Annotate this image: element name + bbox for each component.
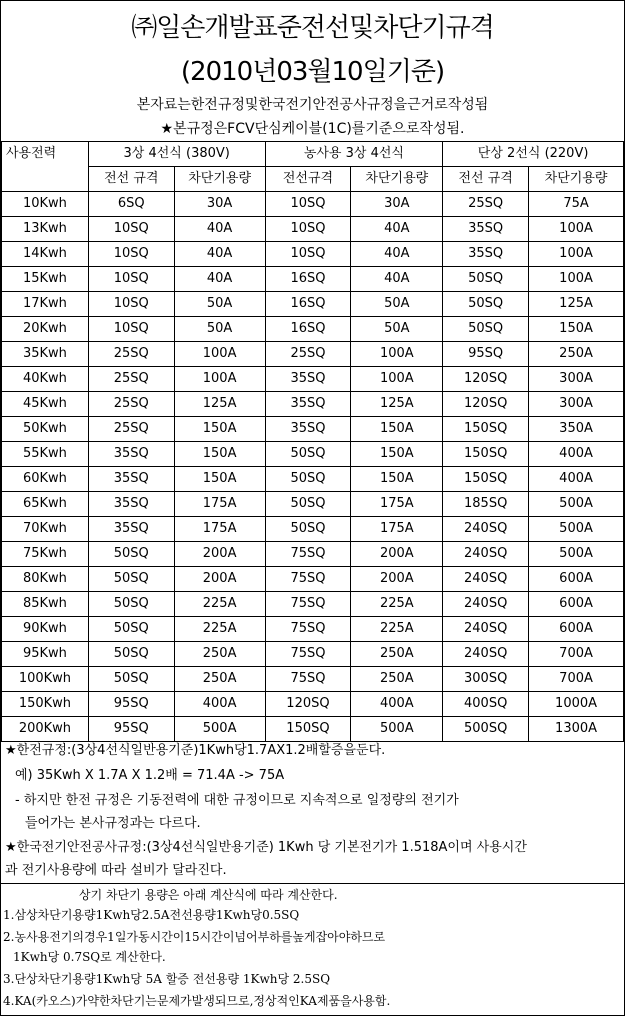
example-note: 예) 35Kwh X 1.7A X 1.2배 = 71.4A -> 75A <box>15 768 285 783</box>
breaker-agri-cell: 150A <box>351 467 443 492</box>
wire-single-cell: 35SQ <box>443 242 529 267</box>
table-row <box>2 367 624 392</box>
wire-3phase-cell: 50SQ <box>88 617 174 642</box>
breaker-3phase-cell: 50A <box>174 317 265 342</box>
subheader-wire: 전선 규격 <box>88 167 174 192</box>
wire-agri-cell: 75SQ <box>265 542 351 567</box>
subheader-wire: 전선 규격 <box>443 167 529 192</box>
usage-cell: 150Kwh <box>2 692 89 717</box>
table-row <box>2 617 624 642</box>
table-row <box>2 592 624 617</box>
breaker-agri-cell: 500A <box>351 717 443 742</box>
kesco-rule-note: ★한국전기안전공사규정:(3상4선식일반용기준) 1Kwh 당 기본전기가 1.518A이며 사용시간 <box>5 840 527 855</box>
breaker-agri-cell: 150A <box>351 417 443 442</box>
table-row <box>2 542 624 567</box>
breaker-single-cell: 1300A <box>529 717 624 742</box>
wire-3phase-cell: 50SQ <box>88 567 174 592</box>
wire-agri-cell: 75SQ <box>265 642 351 667</box>
page-title-date: (2010년03월10일기준) <box>180 57 445 87</box>
wire-single-cell: 25SQ <box>443 192 529 217</box>
table-row <box>2 392 624 417</box>
wire-single-cell: 120SQ <box>443 392 529 417</box>
usage-cell: 45Kwh <box>2 392 89 417</box>
breaker-3phase-cell: 40A <box>174 267 265 292</box>
usage-cell: 95Kwh <box>2 642 89 667</box>
wire-3phase-cell: 10SQ <box>88 292 174 317</box>
wire-agri-cell: 25SQ <box>265 342 351 367</box>
breaker-3phase-cell: 175A <box>174 517 265 542</box>
table-row <box>2 517 624 542</box>
breaker-3phase-cell: 200A <box>174 567 265 592</box>
breaker-agri-cell: 200A <box>351 567 443 592</box>
calculation-box <box>1 883 624 1016</box>
page-title: ㈜일손개발표준전선및차단기규격 <box>131 13 494 43</box>
usage-cell: 14Kwh <box>2 242 89 267</box>
breaker-3phase-cell: 100A <box>174 367 265 392</box>
wire-3phase-cell: 50SQ <box>88 542 174 567</box>
calc-rule-2: 2.농사용전기의경우1일가동시간이15시간이넘어부하를높게잡아야하므로 <box>3 930 386 944</box>
breaker-single-cell: 350A <box>529 417 624 442</box>
breaker-agri-cell: 40A <box>351 242 443 267</box>
breaker-agri-cell: 100A <box>351 342 443 367</box>
breaker-single-cell: 600A <box>529 592 624 617</box>
subheader-wire: 전선규격 <box>265 167 351 192</box>
usage-cell: 60Kwh <box>2 467 89 492</box>
breaker-single-cell: 250A <box>529 342 624 367</box>
breaker-agri-cell: 175A <box>351 492 443 517</box>
difference-note: - 하지만 한전 규정은 기동전력에 대한 규정이므로 지속적으로 일정량의 전기가 <box>15 793 459 808</box>
wire-agri-cell: 35SQ <box>265 417 351 442</box>
breaker-single-cell: 500A <box>529 542 624 567</box>
breaker-3phase-cell: 50A <box>174 292 265 317</box>
wire-3phase-cell: 50SQ <box>88 642 174 667</box>
usage-cell: 20Kwh <box>2 317 89 342</box>
table-row <box>2 642 624 667</box>
usage-cell: 13Kwh <box>2 217 89 242</box>
table-row <box>2 717 624 742</box>
wire-agri-cell: 150SQ <box>265 717 351 742</box>
usage-cell: 50Kwh <box>2 417 89 442</box>
breaker-3phase-cell: 225A <box>174 592 265 617</box>
difference-note-cont: 들어가는 본사규정과는 다르다. <box>25 816 201 831</box>
calc-rule-4: 4.KA(카오스)가약한차단기는문제가발생되므로,정상적인KA제품을사용함. <box>3 994 391 1008</box>
wire-agri-cell: 16SQ <box>265 292 351 317</box>
breaker-3phase-cell: 150A <box>174 442 265 467</box>
breaker-single-cell: 1000A <box>529 692 624 717</box>
breaker-3phase-cell: 100A <box>174 342 265 367</box>
breaker-single-cell: 125A <box>529 292 624 317</box>
table-row <box>2 317 624 342</box>
breaker-single-cell: 500A <box>529 492 624 517</box>
wire-agri-cell: 10SQ <box>265 217 351 242</box>
header-group-3phase: 3상 4선식 (380V) <box>88 142 265 167</box>
usage-cell: 85Kwh <box>2 592 89 617</box>
subheader-breaker: 차단기용량 <box>174 167 265 192</box>
wire-single-cell: 50SQ <box>443 267 529 292</box>
calc-rule-3: 3.단상차단기용량1Kwh당 5A 할증 전선용량 1Kwh당 2.5SQ <box>3 972 331 986</box>
usage-cell: 15Kwh <box>2 267 89 292</box>
cable-basis-note: ★본규정은FCV단심케이블(1C)를기준으로작성됨. <box>160 121 465 137</box>
usage-cell: 200Kwh <box>2 717 89 742</box>
wire-3phase-cell: 95SQ <box>88 692 174 717</box>
table-row <box>2 567 624 592</box>
table-row <box>2 667 624 692</box>
usage-cell: 17Kwh <box>2 292 89 317</box>
breaker-3phase-cell: 400A <box>174 692 265 717</box>
breaker-single-cell: 600A <box>529 567 624 592</box>
breaker-3phase-cell: 40A <box>174 242 265 267</box>
header-group-single: 단상 2선식 (220V) <box>443 142 624 167</box>
wire-single-cell: 50SQ <box>443 317 529 342</box>
breaker-agri-cell: 40A <box>351 267 443 292</box>
wire-single-cell: 240SQ <box>443 592 529 617</box>
wire-single-cell: 240SQ <box>443 642 529 667</box>
wire-single-cell: 35SQ <box>443 217 529 242</box>
wire-3phase-cell: 35SQ <box>88 517 174 542</box>
wire-single-cell: 300SQ <box>443 667 529 692</box>
breaker-single-cell: 300A <box>529 392 624 417</box>
wire-agri-cell: 50SQ <box>265 517 351 542</box>
wire-single-cell: 240SQ <box>443 542 529 567</box>
breaker-single-cell: 100A <box>529 242 624 267</box>
breaker-single-cell: 100A <box>529 217 624 242</box>
breaker-agri-cell: 200A <box>351 542 443 567</box>
wire-single-cell: 150SQ <box>443 442 529 467</box>
wire-3phase-cell: 10SQ <box>88 217 174 242</box>
wire-3phase-cell: 25SQ <box>88 392 174 417</box>
breaker-3phase-cell: 250A <box>174 667 265 692</box>
breaker-agri-cell: 175A <box>351 517 443 542</box>
usage-cell: 40Kwh <box>2 367 89 392</box>
kepco-rule-note: ★한전규정:(3상4선식일반용기준)1Kwh당1.7AX1.2배할증을둔다. <box>5 743 386 758</box>
breaker-single-cell: 400A <box>529 442 624 467</box>
wire-single-cell: 400SQ <box>443 692 529 717</box>
usage-cell: 70Kwh <box>2 517 89 542</box>
wire-single-cell: 95SQ <box>443 342 529 367</box>
wire-single-cell: 240SQ <box>443 517 529 542</box>
wire-3phase-cell: 25SQ <box>88 342 174 367</box>
subheader-breaker: 차단기용량 <box>351 167 443 192</box>
header-group-agri: 농사용 3상 4선식 <box>265 142 443 167</box>
breaker-single-cell: 100A <box>529 267 624 292</box>
subheader-breaker: 차단기용량 <box>529 167 624 192</box>
table-row <box>2 217 624 242</box>
breaker-single-cell: 150A <box>529 317 624 342</box>
wire-3phase-cell: 25SQ <box>88 417 174 442</box>
usage-cell: 65Kwh <box>2 492 89 517</box>
kesco-rule-note-cont: 과 전기사용량에 따라 설비가 달라진다. <box>5 863 227 878</box>
table-row <box>2 417 624 442</box>
wire-agri-cell: 75SQ <box>265 617 351 642</box>
table-row <box>2 467 624 492</box>
wire-agri-cell: 35SQ <box>265 367 351 392</box>
breaker-agri-cell: 40A <box>351 217 443 242</box>
table-row <box>2 342 624 367</box>
breaker-agri-cell: 150A <box>351 442 443 467</box>
breaker-single-cell: 500A <box>529 517 624 542</box>
breaker-agri-cell: 250A <box>351 667 443 692</box>
breaker-single-cell: 700A <box>529 642 624 667</box>
wire-3phase-cell: 35SQ <box>88 492 174 517</box>
source-note: 본자료는한전규정및한국전기안전공사규정을근거로작성됨 <box>136 97 489 113</box>
usage-cell: 10Kwh <box>2 192 89 217</box>
wire-3phase-cell: 35SQ <box>88 467 174 492</box>
usage-cell: 35Kwh <box>2 342 89 367</box>
breaker-3phase-cell: 125A <box>174 392 265 417</box>
breaker-agri-cell: 400A <box>351 692 443 717</box>
wire-3phase-cell: 50SQ <box>88 667 174 692</box>
wire-single-cell: 150SQ <box>443 417 529 442</box>
usage-cell: 80Kwh <box>2 567 89 592</box>
wire-single-cell: 50SQ <box>443 292 529 317</box>
wire-agri-cell: 10SQ <box>265 192 351 217</box>
wire-3phase-cell: 10SQ <box>88 317 174 342</box>
spec-table <box>1 141 624 742</box>
calc-intro: 상기 차단기 용량은 아래 계산식에 따라 계산한다. <box>79 888 338 902</box>
table-row <box>2 442 624 467</box>
wire-3phase-cell: 95SQ <box>88 717 174 742</box>
usage-cell: 55Kwh <box>2 442 89 467</box>
usage-cell: 90Kwh <box>2 617 89 642</box>
breaker-agri-cell: 30A <box>351 192 443 217</box>
wire-agri-cell: 75SQ <box>265 667 351 692</box>
wire-single-cell: 150SQ <box>443 467 529 492</box>
breaker-3phase-cell: 150A <box>174 467 265 492</box>
breaker-agri-cell: 250A <box>351 642 443 667</box>
wire-single-cell: 120SQ <box>443 367 529 392</box>
wire-agri-cell: 120SQ <box>265 692 351 717</box>
breaker-single-cell: 600A <box>529 617 624 642</box>
breaker-3phase-cell: 150A <box>174 417 265 442</box>
table-row <box>2 242 624 267</box>
breaker-single-cell: 700A <box>529 667 624 692</box>
breaker-agri-cell: 125A <box>351 392 443 417</box>
breaker-3phase-cell: 225A <box>174 617 265 642</box>
wire-agri-cell: 16SQ <box>265 267 351 292</box>
calc-rule-2-cont: 1Kwh당 0.7SQ로 계산한다. <box>13 950 166 964</box>
breaker-3phase-cell: 30A <box>174 192 265 217</box>
header-usage: 사용전력 <box>2 142 89 192</box>
wire-single-cell: 500SQ <box>443 717 529 742</box>
table-row <box>2 492 624 517</box>
breaker-3phase-cell: 40A <box>174 217 265 242</box>
wire-agri-cell: 50SQ <box>265 492 351 517</box>
breaker-3phase-cell: 500A <box>174 717 265 742</box>
breaker-3phase-cell: 175A <box>174 492 265 517</box>
breaker-single-cell: 75A <box>529 192 624 217</box>
breaker-agri-cell: 225A <box>351 592 443 617</box>
breaker-agri-cell: 225A <box>351 617 443 642</box>
wire-agri-cell: 75SQ <box>265 592 351 617</box>
wire-agri-cell: 16SQ <box>265 317 351 342</box>
table-row <box>2 192 624 217</box>
wire-3phase-cell: 10SQ <box>88 267 174 292</box>
wire-agri-cell: 50SQ <box>265 442 351 467</box>
table-row <box>2 292 624 317</box>
breaker-agri-cell: 100A <box>351 367 443 392</box>
calc-rule-1: 1.삼상차단기용량1Kwh당2.5A전선용량1Kwh당0.5SQ <box>3 908 300 922</box>
wire-single-cell: 185SQ <box>443 492 529 517</box>
wire-3phase-cell: 6SQ <box>88 192 174 217</box>
wire-3phase-cell: 25SQ <box>88 367 174 392</box>
wire-3phase-cell: 35SQ <box>88 442 174 467</box>
breaker-agri-cell: 50A <box>351 292 443 317</box>
wire-agri-cell: 75SQ <box>265 567 351 592</box>
wire-agri-cell: 50SQ <box>265 467 351 492</box>
breaker-3phase-cell: 250A <box>174 642 265 667</box>
wire-3phase-cell: 50SQ <box>88 592 174 617</box>
table-row <box>2 267 624 292</box>
breaker-single-cell: 400A <box>529 467 624 492</box>
wire-single-cell: 240SQ <box>443 617 529 642</box>
wire-agri-cell: 10SQ <box>265 242 351 267</box>
wire-single-cell: 240SQ <box>443 567 529 592</box>
breaker-agri-cell: 50A <box>351 317 443 342</box>
wire-3phase-cell: 10SQ <box>88 242 174 267</box>
table-row <box>2 692 624 717</box>
wire-agri-cell: 35SQ <box>265 392 351 417</box>
breaker-single-cell: 300A <box>529 367 624 392</box>
breaker-3phase-cell: 200A <box>174 542 265 567</box>
usage-cell: 100Kwh <box>2 667 89 692</box>
usage-cell: 75Kwh <box>2 542 89 567</box>
